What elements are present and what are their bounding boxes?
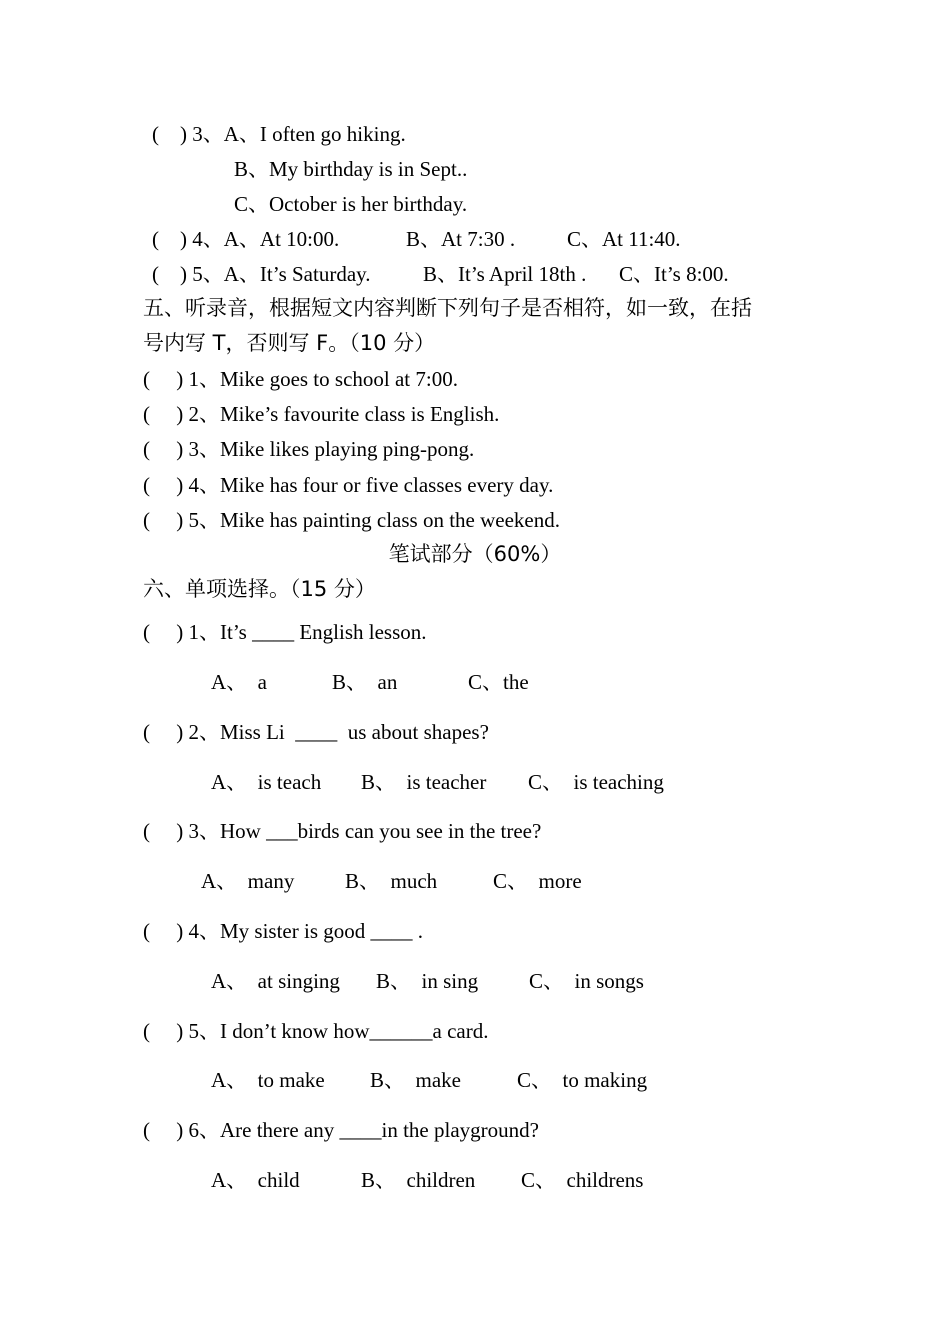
section5-heading-line2: 号内写 T，否则写 F。（10 分） [143,331,436,355]
section6-q2-option-c: C、 is teaching [528,770,664,794]
section6-q4-option-b: B、 in sing [376,969,479,993]
section6-q3-option-b: B、 much [345,869,438,893]
section6-q1-option-c: C、the [468,670,529,694]
section6-q1-option-b: B、 an [332,670,398,694]
section6-q5-stem: ( ) 5、I don’t know how______a card. [143,1019,489,1043]
section6-q3-stem: ( ) 3、How ___birds can you see in the tree? [143,819,542,843]
section6-q1-stem: ( ) 1、It’s ____ English lesson. [143,620,427,644]
listening-q3-option-c: C、October is her birthday. [234,192,468,216]
section6-q5-option-c: C、 to making [517,1068,648,1092]
section5-item-4: ( ) 4、Mike has four or five classes every day. [143,473,554,497]
listening-q5-option-b: B、It’s April 18th . [423,262,587,286]
section6-q6-option-c: C、 childrens [521,1168,644,1192]
section6-q6-option-b: B、 children [361,1168,476,1192]
section5-item-1: ( ) 1、Mike goes to school at 7:00. [143,367,458,391]
listening-q4-stem: ( ) 4、A、At 10:00. [152,227,340,251]
listening-q5-option-c: C、It’s 8:00. [619,262,729,286]
section6-q5-option-a: A、 to make [211,1068,325,1092]
section5-item-5: ( ) 5、Mike has painting class on the weekend. [143,508,560,532]
written-part-title: 笔试部分（60%） [388,542,562,566]
section6-heading: 六、单项选择。（15 分） [143,577,376,601]
listening-q3-stem: ( ) 3、A、I often go hiking. [152,122,406,146]
listening-q4-option-b: B、At 7:30 . [406,227,516,251]
section6-q2-option-a: A、 is teach [211,770,322,794]
section5-heading-line1: 五、听录音，根据短文内容判断下列句子是否相符，如一致，在括 [143,296,752,320]
section6-q5-option-b: B、 make [370,1068,461,1092]
section5-item-3: ( ) 3、Mike likes playing ping-pong. [143,437,475,461]
section6-q6-stem: ( ) 6、Are there any ____in the playground? [143,1118,539,1142]
listening-q5-stem: ( ) 5、A、It’s Saturday. [152,262,371,286]
section5-item-2: ( ) 2、Mike’s favourite class is English. [143,402,500,426]
section6-q6-option-a: A、 child [211,1168,300,1192]
listening-q3-option-b: B、My birthday is in Sept.. [234,157,468,181]
section6-q2-stem: ( ) 2、Miss Li ____ us about shapes? [143,720,489,744]
section6-q4-stem: ( ) 4、My sister is good ____ . [143,919,423,943]
section6-q4-option-c: C、 in songs [529,969,644,993]
listening-q4-option-c: C、At 11:40. [567,227,681,251]
section6-q3-option-c: C、 more [493,869,582,893]
section6-q1-option-a: A、 a [211,670,267,694]
section6-q4-option-a: A、 at singing [211,969,340,993]
section6-q2-option-b: B、 is teacher [361,770,487,794]
section6-q3-option-a: A、 many [201,869,295,893]
